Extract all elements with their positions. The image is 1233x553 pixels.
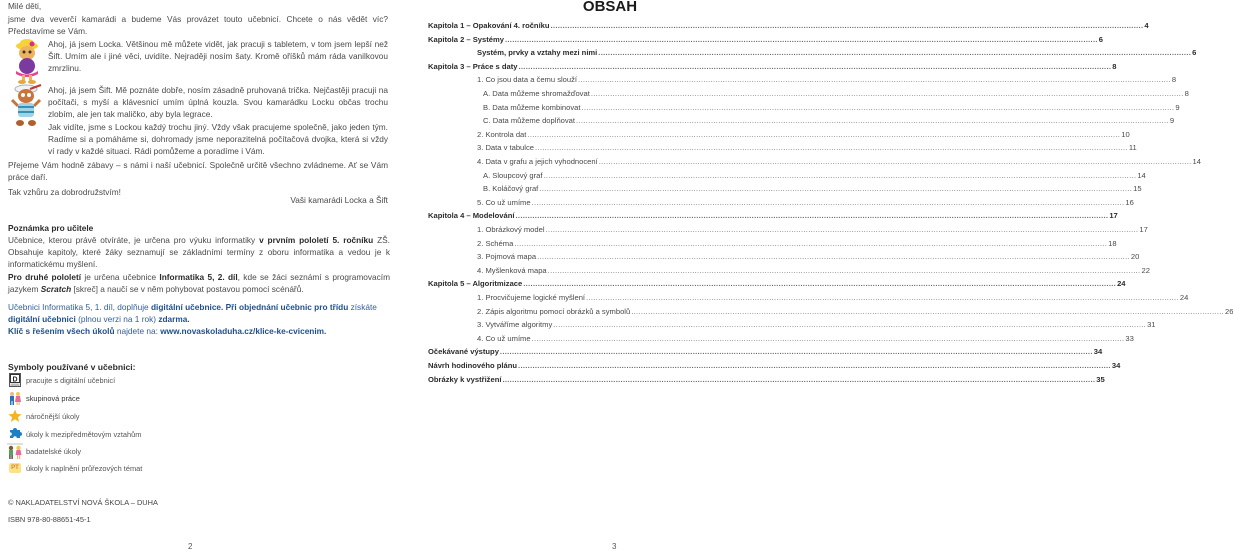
isbn: ISBN 978-80-88651-45-1 (8, 515, 91, 524)
group-work-icon (8, 391, 22, 405)
toc-entry[interactable] (428, 115, 1175, 127)
toc-entry[interactable] (428, 306, 1233, 318)
toc-entry-page: 34 (1111, 361, 1121, 370)
toc-entry-page: 11 (1128, 143, 1137, 153)
together-paragraph: Jak vidíte, jsme s Lockou každý trochu jiný. Vždy však pracujeme společně, jako jeden tým. Radíme si a pomáháme si, dohromady jsme neporazitelná počítačová dvojka, která si vždy ví rady v každé situaci. Rádi pomůžeme a poradíme i Vám. (48, 122, 388, 157)
toc-leader-dots (586, 292, 1179, 304)
bold-span: Informatika 5, 2. díl (159, 272, 238, 282)
toc-leader-dots (539, 183, 1132, 195)
toc-title: OBSAH (582, 0, 638, 15)
research-icon (8, 444, 22, 458)
symbol-label: náročnější úkoly (26, 411, 80, 421)
teacher-note-paragraph-2 (8, 271, 390, 295)
toc-leader-dots (516, 210, 1109, 222)
toc-entry-page: 9 (1169, 116, 1175, 126)
puzzle-icon (8, 427, 22, 441)
toc-entry[interactable] (428, 292, 1189, 304)
toc-entry-page: 8 (1184, 89, 1189, 98)
toc-entry-label: Kapitola 4 – Modelování (428, 211, 515, 221)
bold-span: Klíč s řešením všech úkolů (8, 326, 115, 336)
toc-entry-page: 8 (1112, 61, 1117, 71)
pt-badge-icon (8, 461, 22, 475)
signature: Vaši kamarádi Locka a Šift (290, 195, 388, 205)
toc-entry-page: 20 (1130, 252, 1140, 262)
toc-entry-label: C. Data můžeme doplňovat (483, 116, 576, 126)
symbol-label: úkoly k mezipředmětovým vztahům (26, 429, 142, 439)
toc-entry-label: Kapitola 3 – Práce s daty (428, 61, 518, 71)
toc-entry-page: 26 (1225, 306, 1233, 316)
toc-leader-dots (551, 20, 1144, 32)
toc-leader-dots (548, 265, 1141, 277)
answer-key-link[interactable]: www.novaskoladuha.cz/klice-ke-cvicenim. (160, 326, 327, 336)
toc-entry-label: 1. Co jsou data a čemu slouží (477, 75, 578, 85)
sift-squirrel-illustration (8, 82, 44, 130)
toc-entry[interactable] (428, 102, 1180, 114)
toc-leader-dots (532, 333, 1125, 345)
toc-entry[interactable] (428, 74, 1177, 86)
text-span: [skreč] a naučí se v něm pohybovat postavou pomocí scénářů. (71, 284, 304, 295)
toc-entry-page: 4 (1144, 21, 1149, 30)
text-span: najdete na: (114, 326, 161, 336)
toc-entry-page: 17 (1139, 225, 1148, 234)
toc-entry-page: 31 (1147, 320, 1156, 330)
left-page (0, 0, 400, 553)
toc-entry-page: 6 (1192, 48, 1197, 58)
toc-entry-label: A. Sloupcový graf (483, 170, 543, 180)
toc-entry-label: 1. Obrázkový model (477, 225, 545, 234)
answer-key-note (8, 325, 390, 337)
bold-span: v prvním pololetí 5. ročníku (259, 235, 374, 245)
toc-entry[interactable] (428, 88, 1189, 100)
teacher-note-paragraph-1 (8, 234, 390, 271)
symbol-row-pt (8, 461, 142, 475)
bold-span: digitální učebnici (8, 314, 76, 325)
bold-span: Pro druhé pololetí (8, 272, 82, 282)
toc-entry-page: 14 (1192, 157, 1201, 166)
toc-entry-page: 35 (1096, 374, 1105, 384)
toc-entry-label: Systém, prvky a vztahy mezi nimi (477, 48, 598, 58)
toc-entry[interactable] (428, 238, 1117, 250)
toc-entry[interactable] (428, 183, 1142, 195)
text-span: získáte (348, 302, 377, 312)
toc-leader-dots (544, 170, 1137, 182)
symbol-label: úkoly k naplnění průřezových témat (26, 463, 143, 473)
toc-entry[interactable] (428, 20, 1149, 32)
publisher: © NAKLADATELSTVÍ NOVÁ ŠKOLA – DUHA (8, 498, 158, 507)
toc-entry-page: 10 (1121, 129, 1130, 139)
toc-entry[interactable] (428, 61, 1117, 73)
toc-entry[interactable] (428, 34, 1104, 46)
digital-textbook-icon (8, 373, 22, 387)
toc-entry-label: Obrázky k vystřižení (428, 374, 502, 384)
toc-entry[interactable] (428, 278, 1126, 290)
toc-entry[interactable] (428, 360, 1121, 372)
toc-leader-dots (591, 88, 1184, 100)
page-number-right: 3 (612, 542, 617, 551)
toc-entry-page: 18 (1108, 238, 1117, 248)
toc-entry[interactable] (428, 129, 1130, 141)
text-span: je určena učebnice (81, 272, 160, 282)
greeting: Milé děti, (8, 1, 42, 11)
toc-entry-label: Kapitola 5 – Algoritmizace (428, 279, 523, 289)
teacher-note-heading: Poznámka pro učitele (8, 223, 94, 233)
symbol-row-research (8, 444, 81, 458)
toc-leader-dots (527, 129, 1120, 141)
toc-entry-label: 4. Data v grafu a jejich vyhodnocení (477, 157, 598, 166)
toc-entry-label: 4. Co už umíme (477, 333, 531, 343)
toc-entry[interactable] (428, 333, 1134, 345)
locka-squirrel-illustration (10, 38, 44, 84)
symbol-label: pracujte s digitální učebnicí (26, 375, 116, 385)
toc-entry[interactable] (428, 224, 1148, 236)
cheer-text: Tak vzhůru za dobrodružstvím! (8, 187, 121, 197)
toc-entry-label: 3. Pojmová mapa (477, 252, 537, 262)
toc-entry[interactable] (428, 374, 1105, 386)
toc-entry[interactable] (428, 265, 1150, 277)
wish-paragraph: Přejeme Vám hodně zábavy – s námi i naší učebnicí. Společně určitě všechno zvládneme. Ať se Vám práce daří. (8, 160, 388, 183)
toc-leader-dots (523, 278, 1116, 290)
toc-entry-label: 2. Zápis algoritmu pomocí obrázků a symbolů (477, 306, 631, 316)
bold-span: zdarma. (158, 314, 190, 325)
toc-leader-dots (576, 115, 1169, 127)
toc-entry-page: 15 (1133, 184, 1142, 194)
toc-entry-label: 5. Co už umíme (477, 197, 531, 207)
text-span: Učebnici Informatika 5, 1. díl, doplňuje (8, 302, 151, 312)
toc-leader-dots (553, 319, 1146, 331)
symbol-row-puzzle (8, 427, 141, 441)
toc-leader-dots (582, 102, 1175, 114)
digital-textbook-note (8, 301, 390, 325)
toc-entry-label: Návrh hodinového plánu (428, 361, 518, 370)
toc-entry[interactable] (428, 47, 1197, 59)
toc-entry-label: A. Data můžeme shromažďovat (483, 89, 590, 98)
bold-italic-span: Scratch (40, 284, 72, 295)
toc-entry-page: 33 (1125, 333, 1134, 343)
right-page (420, 0, 1233, 553)
table-of-contents (428, 20, 1233, 420)
toc-leader-dots (518, 61, 1111, 73)
toc-entry-page: 14 (1137, 170, 1146, 180)
toc-leader-dots (518, 360, 1111, 372)
symbol-label: skupinová práce (26, 393, 80, 403)
toc-entry-page: 17 (1109, 211, 1118, 221)
toc-entry-label: 2. Kontrola dat (477, 129, 527, 139)
toc-entry-label: B. Data můžeme kombinovat (483, 102, 581, 112)
toc-entry[interactable] (428, 156, 1201, 168)
toc-leader-dots (578, 74, 1171, 86)
toc-entry-label: Kapitola 1 – Opakování 4. ročníku (428, 21, 550, 30)
star-icon (8, 409, 22, 423)
toc-entry-label: 2. Schéma (477, 238, 514, 248)
toc-entry[interactable] (428, 346, 1103, 358)
toc-entry-page: 16 (1125, 197, 1134, 207)
toc-entry[interactable] (428, 197, 1134, 209)
toc-leader-dots (532, 197, 1125, 209)
text-span: , kde se žáci seznámí s programovacím jazykem (8, 272, 391, 295)
sift-paragraph: Ahoj, já jsem Šift. Mě poznáte dobře, nosím zásadně pruhovaná trička. Nejčastěji pracuji na počítači, s myší a klávesnicí umím úplná kouzla. Svou kamarádku Locku občas trochu zlobím, ale jen tak maličko, aby byla legrace. (48, 85, 388, 120)
toc-entry-page: 8 (1171, 75, 1177, 85)
toc-entry-page: 34 (1093, 347, 1103, 357)
toc-entry-label: 4. Myšlenková mapa (477, 265, 547, 275)
pt-badge-text: PT (11, 465, 19, 471)
toc-entry-label: 3. Vytváříme algoritmy (477, 320, 553, 330)
toc-entry-page: 22 (1141, 265, 1150, 275)
toc-entry-label: B. Koláčový graf (483, 184, 539, 194)
symbol-label: badatelské úkoly (26, 446, 82, 456)
text-span: ZŠ. Obsahuje kapitoly, které žáky seznamují se základními termíny z oboru informatika a vedou je k informatickému myšlení. (8, 235, 390, 270)
toc-leader-dots (535, 142, 1128, 154)
toc-entry-label: Kapitola 2 – Systémy (428, 34, 504, 44)
symbol-row-star (8, 409, 79, 423)
toc-entry-page: 24 (1117, 279, 1126, 289)
toc-leader-dots (599, 156, 1192, 168)
symbol-row-group (8, 391, 80, 405)
toc-entry[interactable] (428, 251, 1140, 263)
page-number-left: 2 (188, 542, 193, 551)
toc-entry[interactable] (428, 142, 1137, 154)
symbol-row-digital (8, 373, 115, 387)
toc-entry-page: 9 (1175, 102, 1180, 112)
toc-leader-dots (502, 374, 1095, 386)
locka-paragraph: Ahoj, já jsem Locka. Většinou mě můžete vidět, jak pracuji s tabletem, v tom jsem lepší než Šift. Umím ale i jiné věci, uvidíte. Nejraději nosím šaty. Kromě oříšků mám ráda vanilkovou zmrzlinu. (48, 39, 388, 74)
toc-entry-page: 6 (1098, 34, 1104, 44)
toc-entry[interactable] (428, 210, 1118, 222)
toc-leader-dots (598, 47, 1191, 59)
toc-entry[interactable] (428, 170, 1146, 182)
toc-leader-dots (505, 34, 1098, 46)
toc-entry-label: 1. Procvičujeme logické myšlení (477, 293, 586, 302)
toc-entry-page: 24 (1179, 293, 1189, 302)
text-span: Učebnice, kterou právě otvíráte, je určena pro výuku informatiky (8, 235, 260, 245)
toc-leader-dots (500, 346, 1093, 358)
bold-span: digitální učebnice. Při objednání učebnic pro třídu (150, 302, 349, 312)
toc-entry-label: Očekávané výstupy (428, 347, 499, 357)
toc-leader-dots (514, 238, 1107, 250)
toc-leader-dots (537, 251, 1130, 263)
intro-paragraph: jsme dva veverčí kamarádi a budeme Vás provázet touto učebnicí. Chcete o nás vědět víc? Představíme se Vám. (8, 14, 388, 37)
toc-leader-dots (546, 224, 1139, 236)
toc-entry[interactable] (428, 319, 1156, 331)
toc-entry-label: 3. Data v tabulce (477, 143, 534, 153)
toc-leader-dots (631, 306, 1224, 318)
text-span: (plnou verzi na 1 rok) (75, 314, 159, 325)
symbols-heading: Symboly používané v učebnici: (8, 362, 136, 372)
d-badge-letter: D (12, 376, 18, 384)
